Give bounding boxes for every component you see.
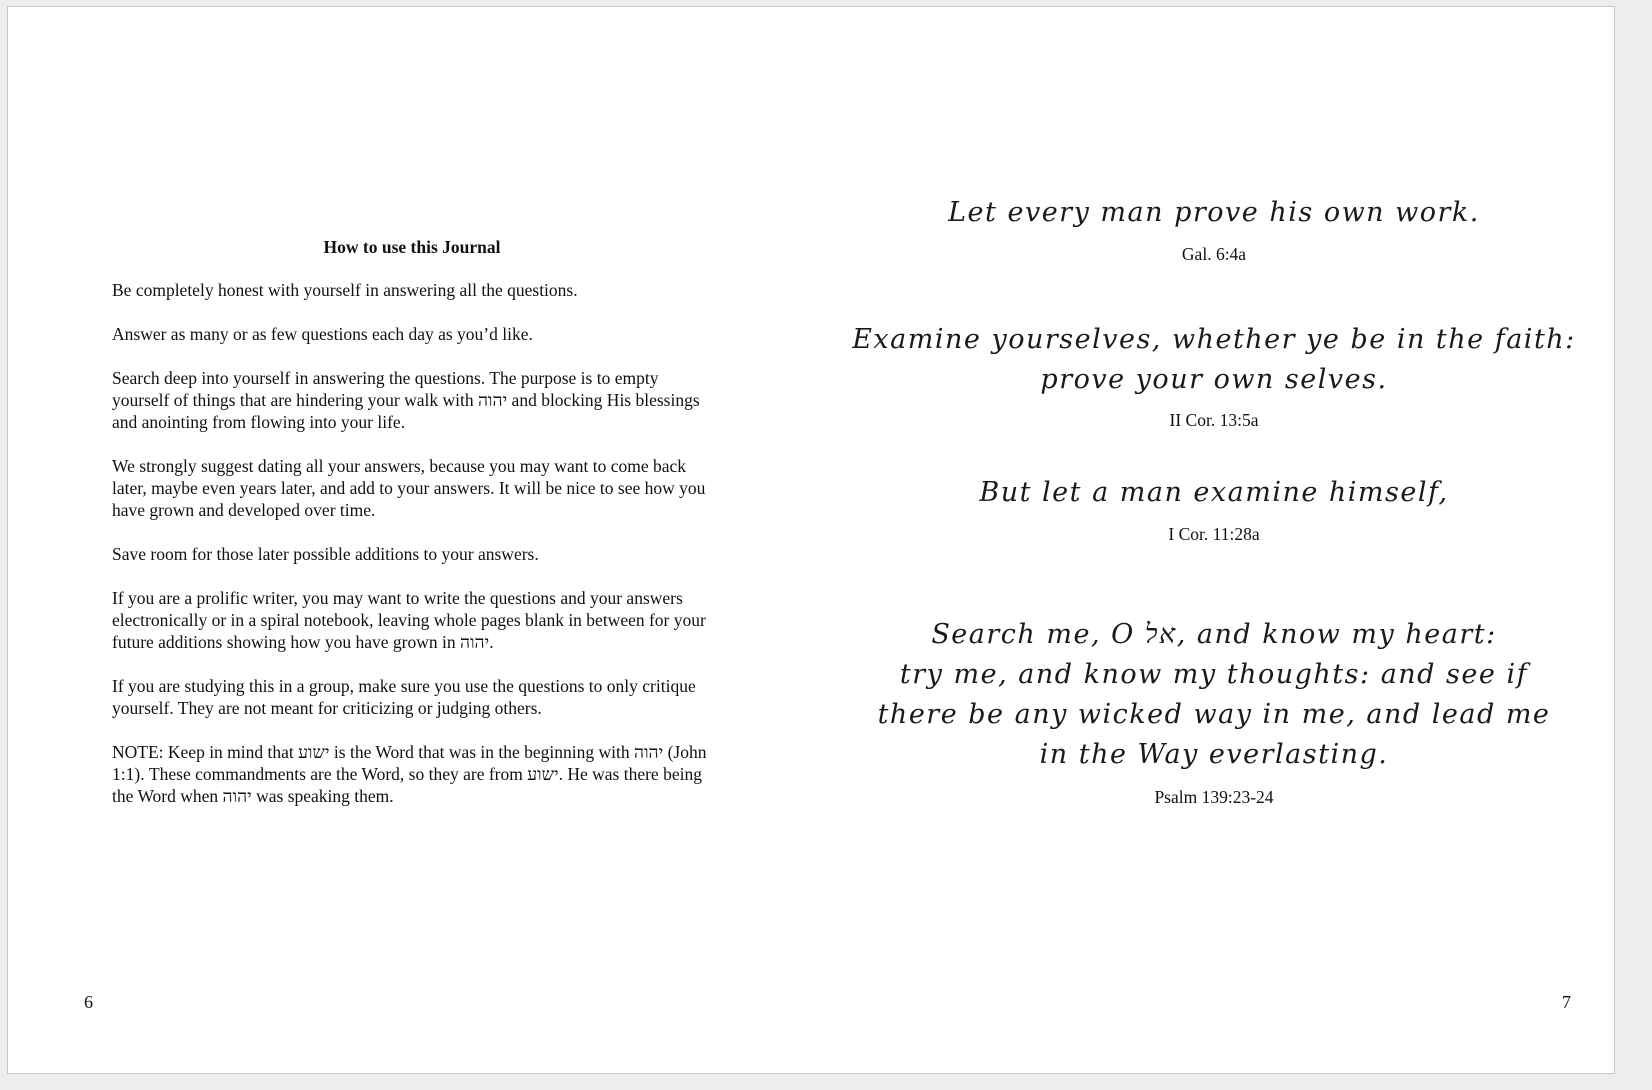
quote-block <box>812 197 1616 265</box>
quote-line: try me, and know my thoughts: and see if <box>899 659 1529 690</box>
quote-reference: I Cor. 11:28a <box>1168 524 1260 544</box>
paragraph: If you are a prolific writer, you may want to write the questions and your answers electronically or in a spiral notebook, leaving whole pages blank in between for your future additions showing how you have grown in יהוה. <box>112 588 706 652</box>
quote-reference: Gal. 6:4a <box>1181 244 1247 264</box>
quote-line: But let a man examine himself, <box>979 477 1449 508</box>
page-title: How to use this Journal <box>323 237 501 257</box>
quote-block <box>812 320 1616 431</box>
quote-line: there be any wicked way in me, and lead me <box>877 699 1551 730</box>
paragraph: Search deep into yourself in answering the questions. The purpose is to empty yourself of things that are hindering your walk with יהוה and blocking His blessings and anointing from flowing into your life. <box>112 368 700 432</box>
paragraph: Answer as many or as few questions each day as you’d like. <box>112 324 533 344</box>
quote-block <box>812 477 1616 545</box>
book-spread <box>7 6 1615 1074</box>
right-page <box>812 7 1616 1073</box>
paragraph: We strongly suggest dating all your answers, because you may want to come back later, maybe even years later, and add to your answers. It will be nice to see how you have grown and developed over time. <box>112 456 706 520</box>
quote-line: Let every man prove his own work. <box>948 197 1480 228</box>
quote-line: in the Way everlasting. <box>1039 739 1389 770</box>
paragraph: If you are studying this in a group, make sure you use the questions to only critique yourself. They are not meant for criticizing or judging others. <box>112 676 696 718</box>
quote-line: Search me, O אל, and know my heart: <box>931 619 1497 650</box>
quote-block <box>812 615 1616 808</box>
instructions-body <box>112 279 712 829</box>
paragraph: Save room for those later possible additions to your answers. <box>112 544 539 564</box>
paragraph: NOTE: Keep in mind that ישוע is the Word that was in the beginning with יהוה (John 1:1). These commandments are the Word, so they are from ישוע. He was there being the Word when יהוה was speaking them. <box>112 742 707 806</box>
quote-line: prove your own selves. <box>1040 364 1388 395</box>
page-number-left: 6 <box>84 992 93 1012</box>
quote-line: Examine yourselves, whether ye be in the faith: <box>852 324 1576 355</box>
quote-reference: Psalm 139:23-24 <box>1154 787 1274 807</box>
left-page <box>8 7 808 1073</box>
paragraph: Be completely honest with yourself in answering all the questions. <box>112 280 578 300</box>
quote-reference: II Cor. 13:5a <box>1169 410 1259 430</box>
page-number-right: 7 <box>1562 992 1571 1012</box>
